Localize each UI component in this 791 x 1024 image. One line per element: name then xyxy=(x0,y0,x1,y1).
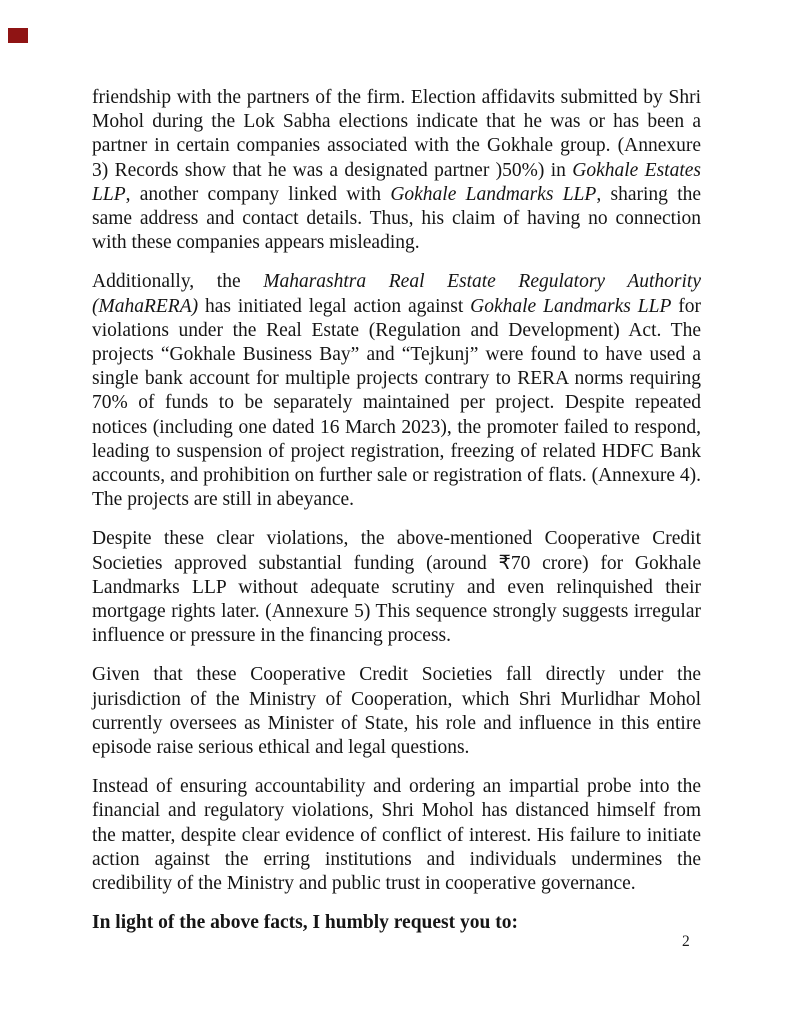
body-text: for violations under the Real Estate (Regulation and Development) Act. The projects “Gokhale Business Bay” and “Tejkunj” were found to have used a single bank account for multiple projects contrary to RERA norms requiring 70% of funds to be separately maintained per project. Despite repeated notices (including one dated 16 March 2023), the promoter failed to respond, leading to suspension of project registration, freezing of related HDFC Bank accounts, and prohibition on further sale or registration of flats. (Annexure 4). The projects are still in abeyance. xyxy=(92,295,701,511)
body-text: Despite these clear violations, the above-mentioned Cooperative Credit Societies approved substantial funding (around ₹70 crore) for Gokhale Landmarks LLP without adequate scrutiny and even relinquished their mortgage rights later. (Annexure 5) This sequence strongly suggests irregular influence or pressure in the financing process. xyxy=(92,528,701,647)
paragraph xyxy=(92,86,701,255)
body-text: , another company linked with xyxy=(125,183,391,205)
italic-text: Gokhale Estates LLP xyxy=(92,159,702,205)
paragraph xyxy=(92,527,701,648)
italic-text: Gokhale Landmarks LLP xyxy=(390,183,597,205)
body-text: Instead of ensuring accountability and ordering an impartial probe into the financial and regulatory violations, Shri Mohol has distanced himself from the matter, despite clear evidence of conflict of interest. His failure to initiate action against the erring institutions and individuals undermines the credibility of the Ministry and public trust in cooperative governance. xyxy=(92,776,701,895)
page-number: 2 xyxy=(682,933,690,950)
italic-text: Gokhale Landmarks LLP xyxy=(470,295,672,317)
body-text: has initiated legal action against xyxy=(198,295,471,317)
body-text: , sharing the same address and contact details. Thus, his claim of having no connection with these companies appears misleading. xyxy=(92,183,702,254)
paragraph xyxy=(92,270,701,512)
body-text: friendship with the partners of the firm. Election affidavits submitted by Shri Mohol during the Lok Sabha elections indicate that he was or has been a partner in certain companies associated with the Gokhale group. (Annexure 3) Records show that he was a designated partner )50%) in xyxy=(92,87,701,181)
corner-red-mark xyxy=(8,28,28,43)
body-text: In light of the above facts, I humbly request you to: xyxy=(92,912,518,934)
body-text: Additionally, the xyxy=(92,271,264,293)
body-text: Given that these Cooperative Credit Societies fall directly under the jurisdiction of the Ministry of Cooperation, which Shri Murlidhar Mohol currently oversees as Minister of State, his role and influence in this entire episode raise serious ethical and legal questions. xyxy=(92,664,701,759)
document-body xyxy=(92,86,701,951)
paragraph xyxy=(92,663,701,760)
request-heading xyxy=(92,911,701,935)
italic-text: Maharashtra Real Estate Regulatory Authority (MahaRERA) xyxy=(92,271,701,317)
paragraph xyxy=(92,775,701,896)
